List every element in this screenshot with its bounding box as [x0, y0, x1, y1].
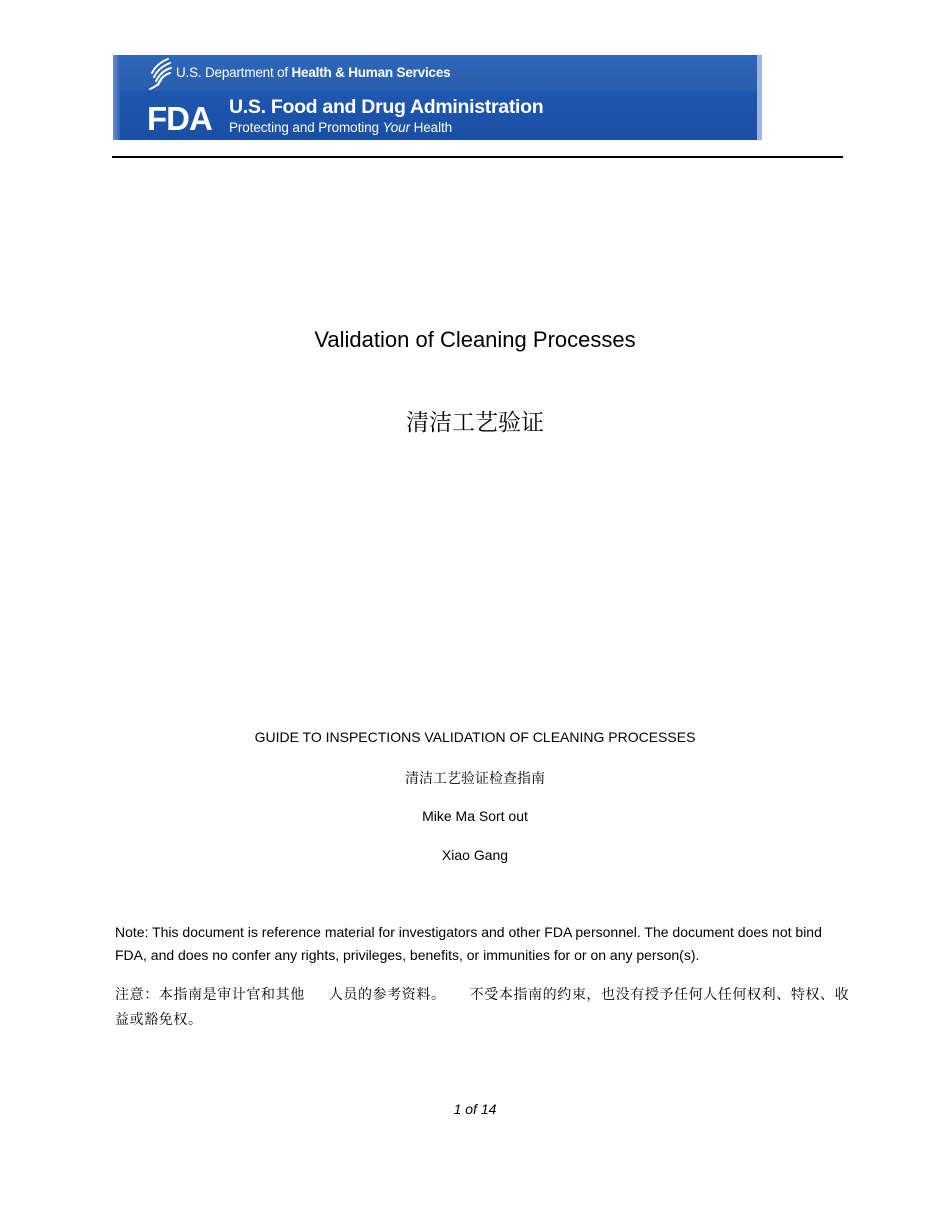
agency-tagline: Protecting and Promoting Your Health [229, 120, 453, 135]
hhs-fda-banner [113, 55, 762, 140]
author-line-1: Mike Ma Sort out [422, 808, 528, 824]
hhs-department-name: U.S. Department of Health & Human Services [176, 65, 451, 80]
agency-name: U.S. Food and Drug Administration [229, 96, 544, 118]
header-rule [112, 156, 843, 158]
fda-logo [146, 100, 222, 134]
svg-text:FDA: FDA [147, 100, 212, 134]
banner-left-edge [113, 55, 120, 140]
page-number: 1 of 14 [453, 1101, 497, 1117]
document-title: Validation of Cleaning Processes [314, 327, 636, 352]
guide-heading-chinese: 清洁工艺验证检查指南 [405, 771, 545, 787]
author-line-2: Xiao Gang [441, 847, 509, 863]
hhs-eagle-icon [146, 56, 174, 92]
guide-heading: GUIDE TO INSPECTIONS VALIDATION OF CLEANING PROCESSES [254, 729, 696, 745]
banner-right-edge [757, 55, 762, 140]
document-title-chinese: 清洁工艺验证 [406, 410, 544, 436]
disclaimer-note: Note: This document is reference material for investigators and other FDA personnel. The document does not bind FDA, and does no confer any rights, privileges, benefits, or immunities for or on any person(s). [115, 924, 822, 963]
disclaimer-note-chinese: 注意：本指南是审计官和其他 人员的参考资料。 不受本指南的约束，也没有授予任何人任何权利、特权、收益或豁免权。 [115, 987, 850, 1028]
